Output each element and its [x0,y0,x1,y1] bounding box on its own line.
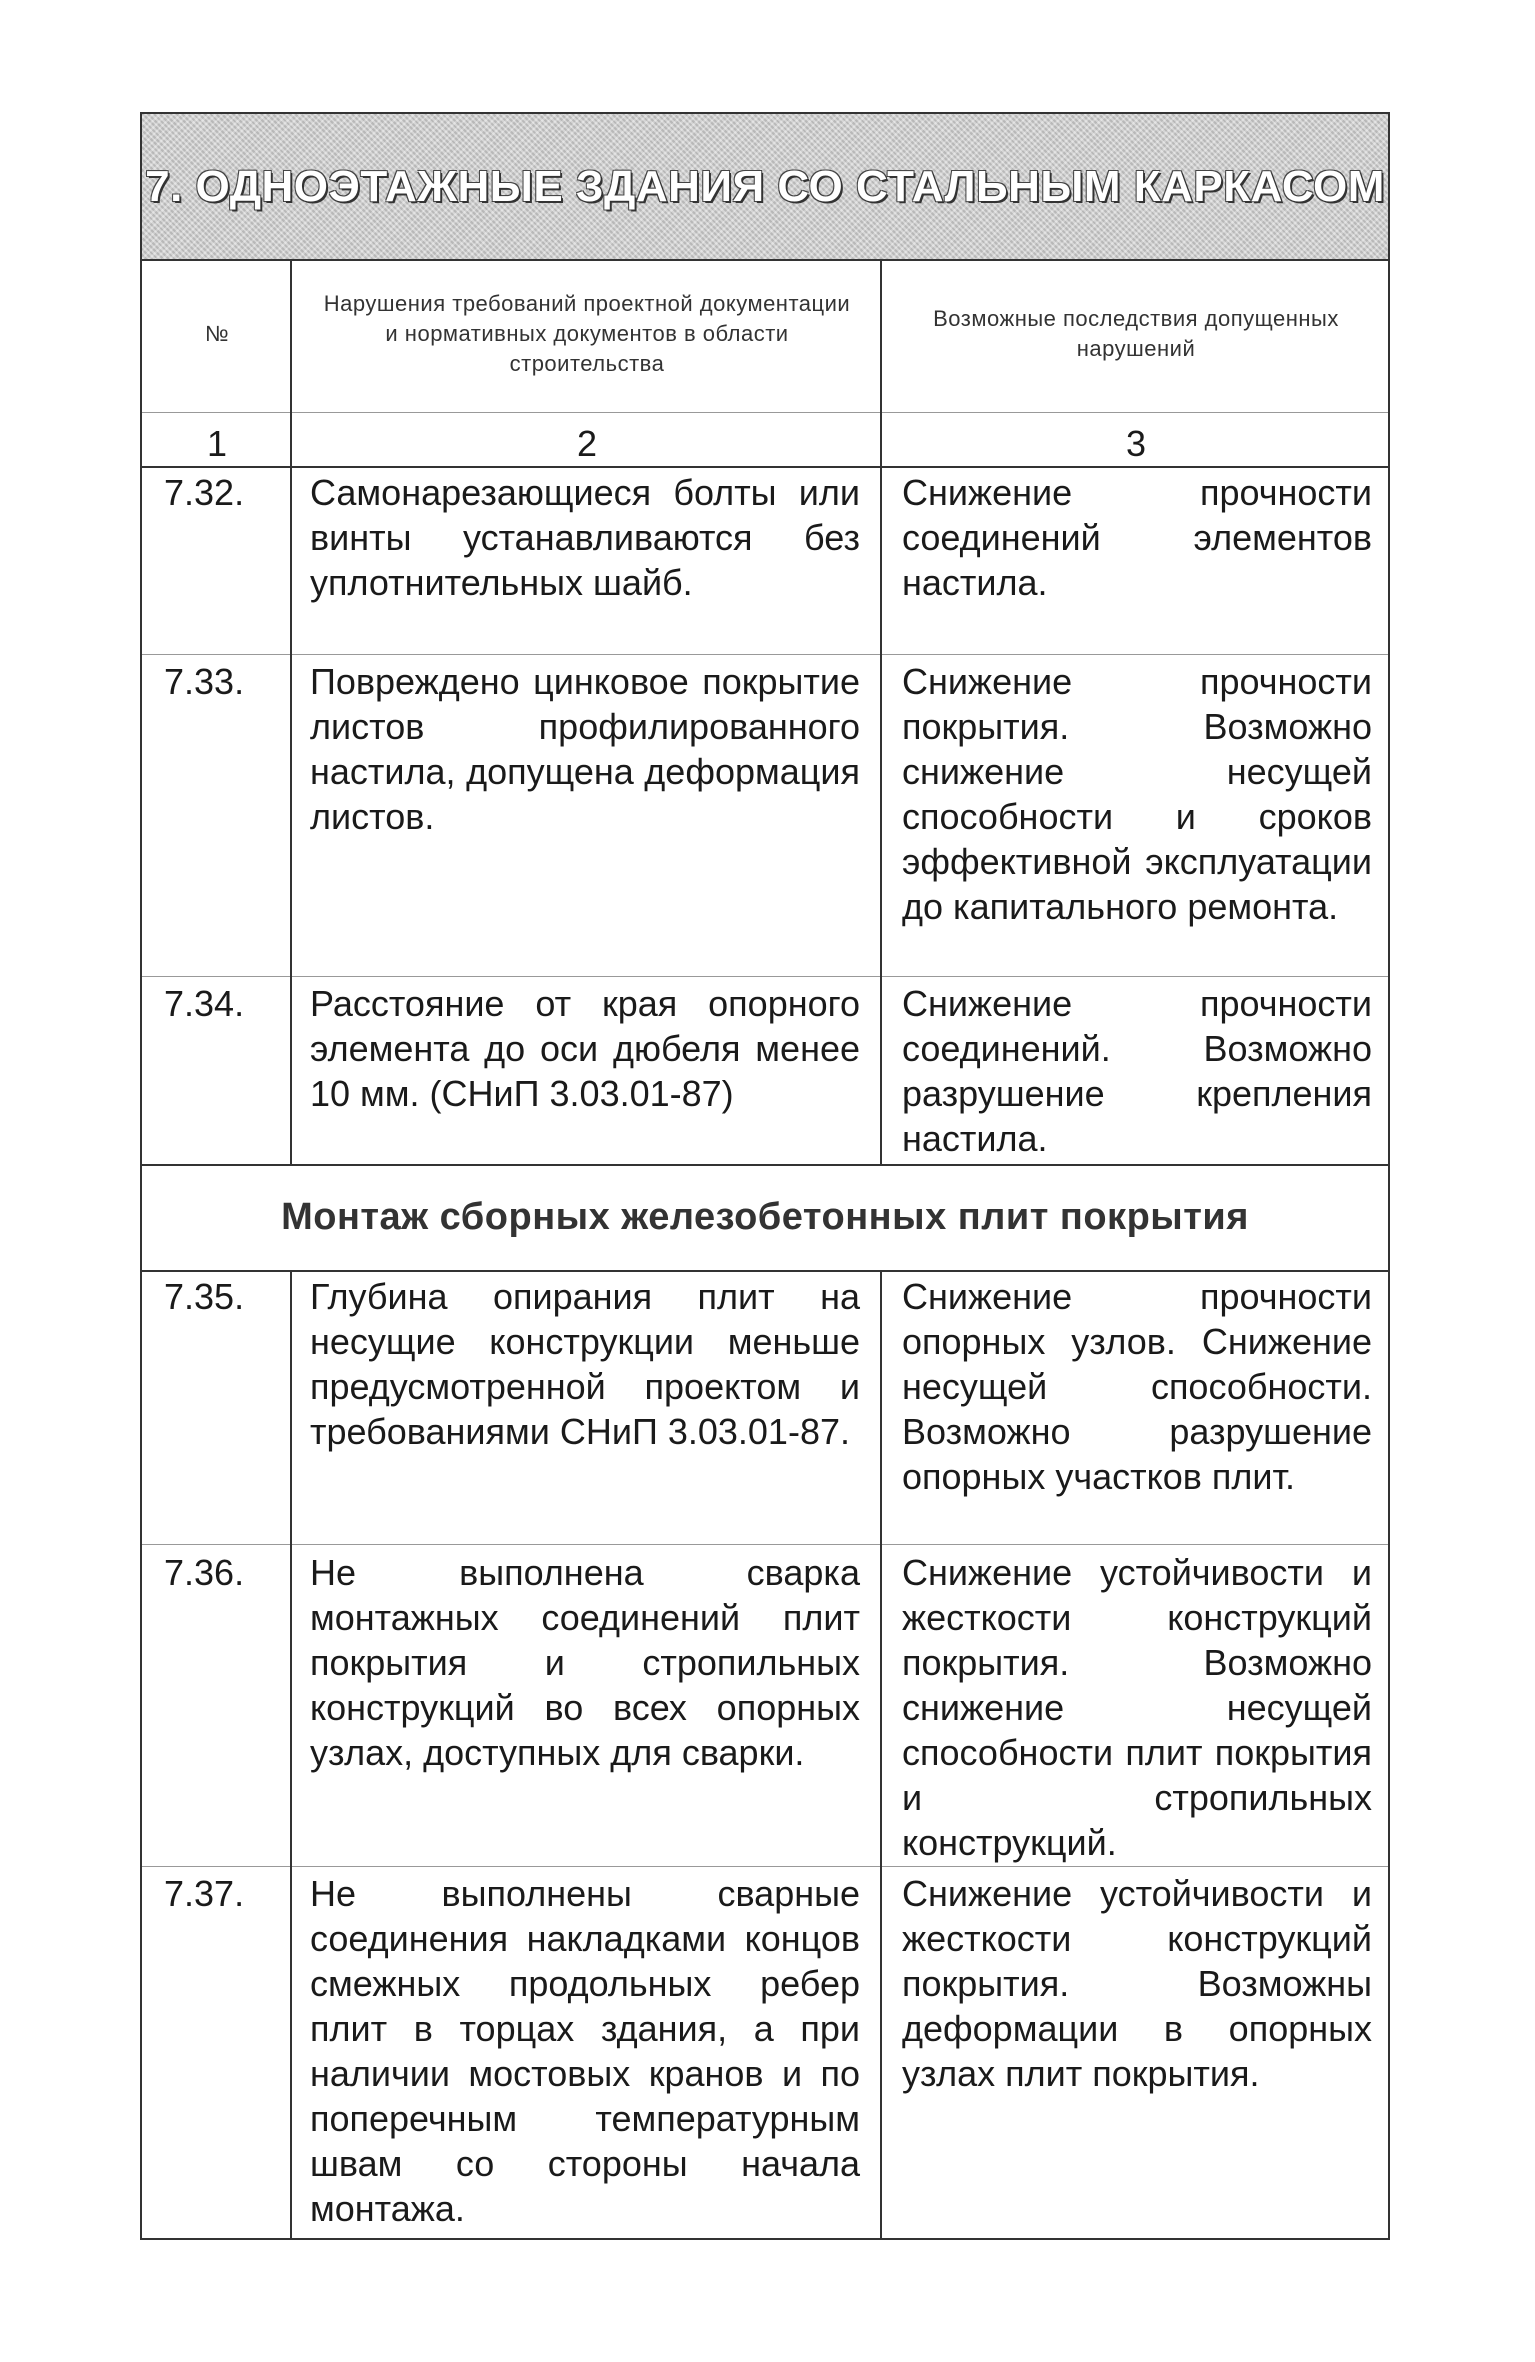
row-consequence: Снижение прочности соединений. Возможно разрушение крепления настила. [902,983,1372,1159]
row-num: 7.34. [164,983,245,1024]
header-num: № [204,321,230,346]
row-divider-733 [142,976,1388,977]
col-line-2a [880,259,882,1164]
row-consequence: Снижение прочности опорных узлов. Снижение несущей способности. Возможно разрушение опорных участков плит. [902,1276,1372,1497]
row-divider-735 [142,1544,1388,1545]
col-line-1a [290,259,292,1164]
column-numbers-divider [142,466,1388,468]
row-num: 7.35. [164,1276,245,1317]
chapter-title: 7. ОДНОЭТАЖНЫЕ ЗДАНИЯ СО СТАЛЬНЫМ КАРКАСОМ [145,161,1385,211]
col-line-1b [290,1270,292,2240]
row-violation: Повреждено цинковое покрытие листов профилированного настила, допущена деформация листов. [310,661,860,837]
row-violation: Не выполнена сварка монтажных соединений плит покрытия и стропильных конструкций во всех опорных узлах, доступных для сварки. [310,1552,860,1773]
row-violation: Расстояние от края опорного элемента до оси дюбеля менее 10 мм. (СНиП 3.03.01-87) [310,983,860,1114]
norms-table-page [140,112,1390,2240]
column-number-1: 1 [206,423,228,464]
header-consequence: Возможные последствия допущенных нарушений [933,306,1339,361]
column-number-2: 2 [576,423,598,464]
row-num: 7.36. [164,1552,245,1593]
row-consequence: Снижение устойчивости и жесткости конструкций покрытия. Возможно снижение несущей способности плит покрытия и стропильных конструкций. [902,1552,1372,1863]
subsection-title: Монтаж сборных железобетонных плит покрытия [281,1195,1249,1238]
row-violation: Глубина опирания плит на несущие конструкции меньше предусмотренной проектом и требованиями СНиП 3.03.01-87. [310,1276,860,1452]
row-divider-736 [142,1866,1388,1867]
row-num: 7.37. [164,1873,245,1914]
row-divider-732 [142,654,1388,655]
row-consequence: Снижение прочности покрытия. Возможно снижение несущей способности и сроков эффективной эксплуатации до капитального ремонта. [902,661,1372,927]
col-line-2b [880,1270,882,2240]
row-num: 7.32. [164,472,245,513]
section-title-band [142,114,1388,261]
section-divider-bottom [142,1270,1388,1272]
header-violation: Нарушения требований проектной документации и нормативных документов в области строительства [323,291,851,376]
header-divider [142,412,1388,413]
row-violation: Самонарезающиеся болты или винты устанавливаются без уплотнительных шайб. [310,472,860,603]
row-num: 7.33. [164,661,245,702]
row-consequence: Снижение прочности соединений элементов настила. [902,472,1372,603]
column-number-3: 3 [1125,423,1147,464]
row-violation: Не выполнены сварные соединения накладками концов смежных продольных ребер плит в торцах здания, а при наличии мостовых кранов и по поперечным температурным швам со стороны начала монтажа. [310,1873,860,2229]
row-consequence: Снижение устойчивости и жесткости конструкций покрытия. Возможны деформации в опорных узлах плит покрытия. [902,1873,1372,2094]
